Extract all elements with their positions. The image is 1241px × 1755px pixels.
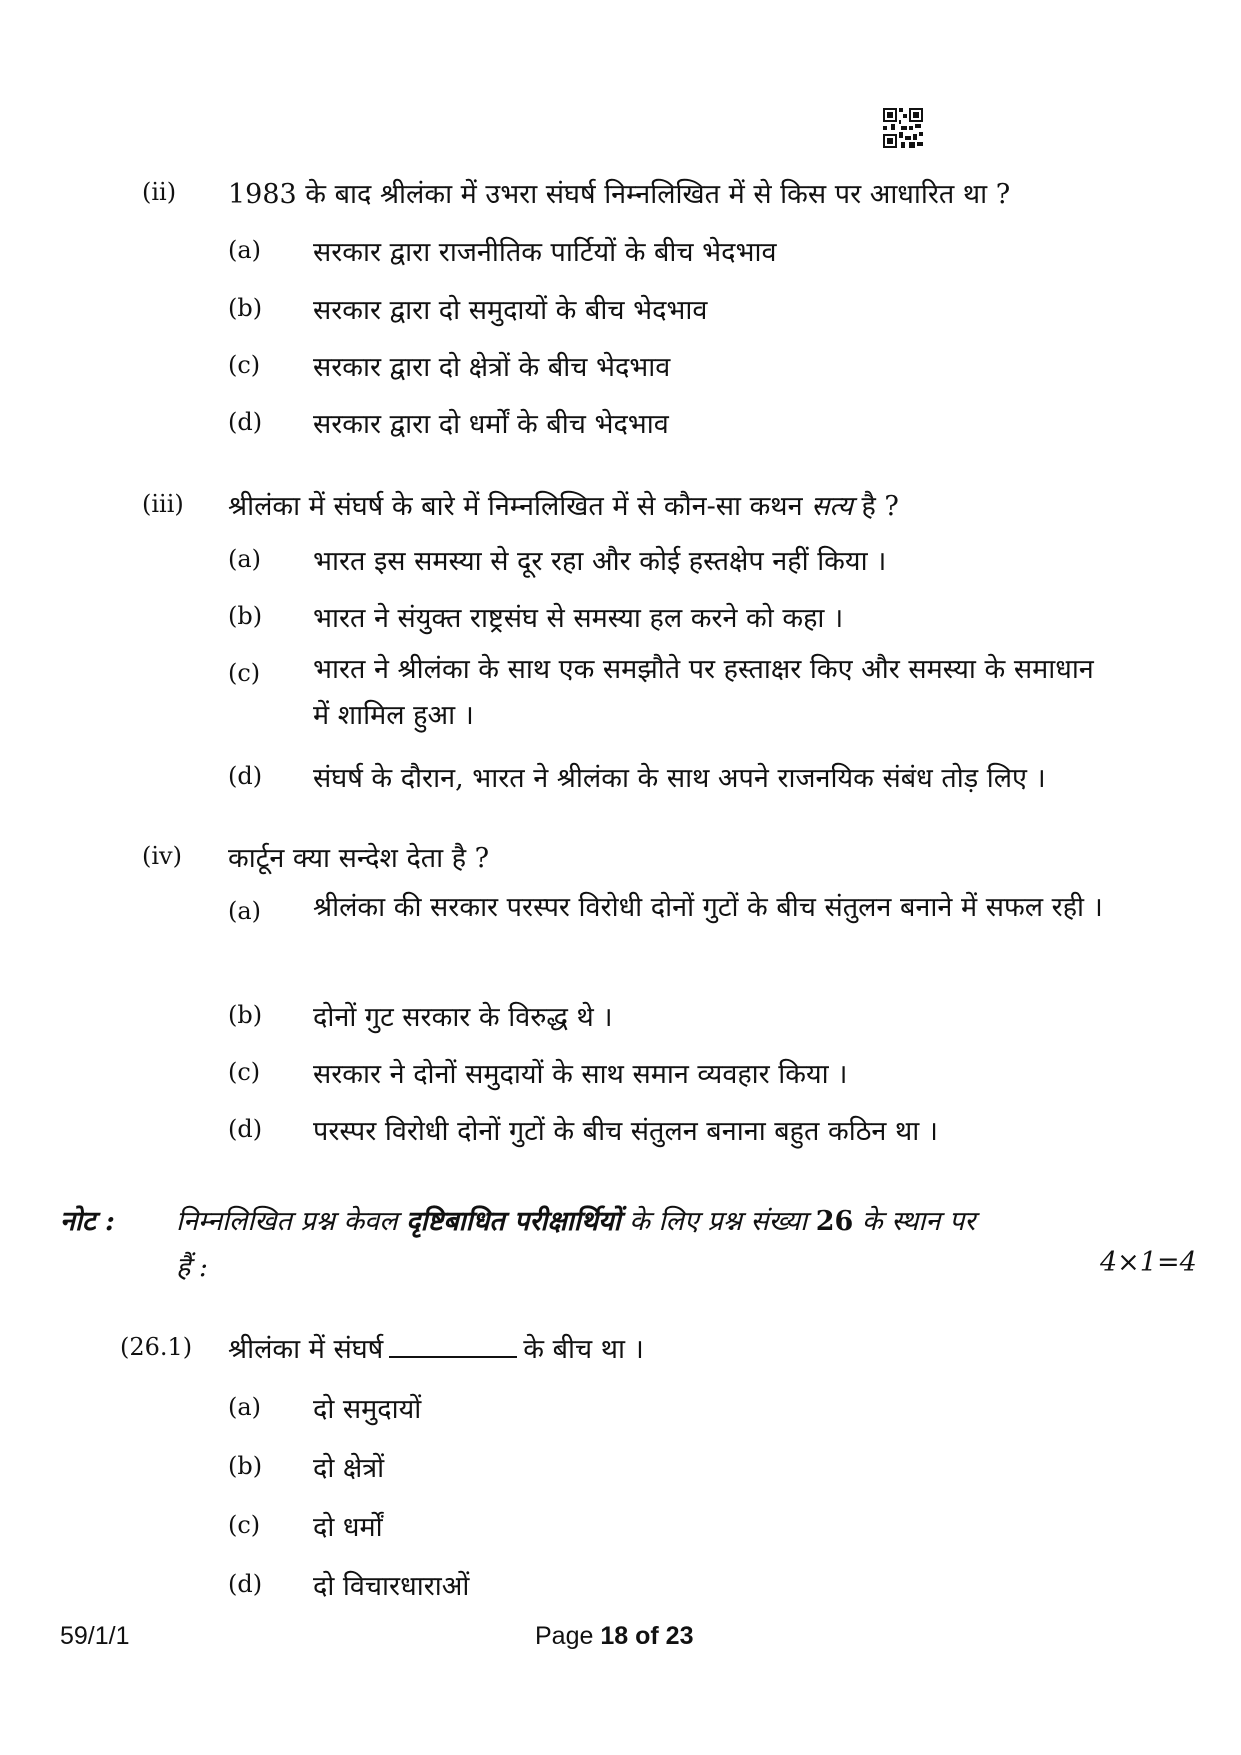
page-number: Page 18 of 23 — [535, 1622, 694, 1650]
note-question-number: 26 — [815, 1206, 854, 1237]
option-label: (a) — [228, 1393, 262, 1421]
option-label: (c) — [228, 1058, 261, 1086]
option-text: सरकार द्वारा दो क्षेत्रों के बीच भेदभाव — [313, 352, 671, 383]
question-text: 1983 के बाद श्रीलंका में उभरा संघर्ष निम्नलिखित में से किस पर आधारित था ? — [228, 179, 1011, 210]
option-label: (d) — [228, 408, 263, 436]
option-text: दो क्षेत्रों — [313, 1453, 385, 1484]
option-label: (d) — [228, 1570, 263, 1598]
question-number: (26.1) — [120, 1333, 193, 1361]
option-label: (d) — [228, 762, 263, 790]
note-label: नोट : — [60, 1206, 115, 1237]
option-label: (b) — [228, 1452, 263, 1480]
option-text: परस्पर विरोधी दोनों गुटों के बीच संतुलन बनाना बहुत कठिन था । — [313, 1116, 939, 1147]
question-number: (iv) — [142, 842, 182, 870]
option-text: भारत ने संयुक्त राष्ट्रसंघ से समस्या हल करने को कहा । — [313, 603, 844, 634]
option-text: संघर्ष के दौरान, भारत ने श्रीलंका के साथ अपने राजनयिक संबंध तोड़ लिए । — [313, 763, 1046, 794]
option-text: श्रीलंका की सरकार परस्पर विरोधी दोनों गुटों के बीच संतुलन बनाने में सफल रही । — [313, 892, 1103, 923]
option-text: दोनों गुट सरकार के विरुद्ध थे । — [313, 1002, 613, 1033]
option-label: (a) — [228, 545, 262, 573]
option-label: (a) — [228, 236, 262, 264]
marks: 4×1=4 — [1100, 1247, 1197, 1278]
option-text: दो धर्मों — [313, 1512, 383, 1543]
option-text: दो समुदायों — [313, 1394, 422, 1425]
option-label: (a) — [228, 897, 262, 925]
option-text: दो विचारधाराओं — [313, 1571, 470, 1602]
option-text: सरकार द्वारा दो धर्मों के बीच भेदभाव — [313, 409, 669, 440]
option-text: सरकार द्वारा राजनीतिक पार्टियों के बीच भेदभाव — [313, 237, 777, 268]
note-text: निम्नलिखित प्रश्न केवल दृष्टिबाधित परीक्षार्थियों के लिए प्रश्न संख्या 26 के स्थान पर — [176, 1206, 976, 1237]
option-label: (c) — [228, 351, 261, 379]
option-label: (c) — [228, 1511, 261, 1539]
question-text: श्रीलंका में संघर्ष के बीच था । — [228, 1334, 644, 1365]
option-label: (c) — [228, 659, 261, 687]
question-text: श्रीलंका में संघर्ष के बारे में निम्नलिखित में से कौन-सा कथन सत्य है ? — [228, 491, 899, 522]
note-text-line2: हैं : — [176, 1252, 209, 1283]
option-text: सरकार ने दोनों समुदायों के साथ समान व्यवहार किया । — [313, 1059, 848, 1090]
question-number: (ii) — [142, 178, 177, 206]
option-text: भारत इस समस्या से दूर रहा और कोई हस्तक्षेप नहीं किया । — [313, 546, 887, 577]
qr-code — [883, 108, 923, 148]
option-text: भारत ने श्रीलंका के साथ एक समझौते पर हस्ताक्षर किए और समस्या के समाधान में शामिल हुआ । — [313, 654, 1094, 731]
option-label: (b) — [228, 602, 263, 630]
question-text: कार्टून क्या सन्देश देता है ? — [228, 843, 490, 874]
option-label: (b) — [228, 1001, 263, 1029]
answer-blank — [389, 1336, 517, 1358]
option-label: (b) — [228, 294, 263, 322]
emphasis-text: सत्य — [811, 491, 853, 522]
option-label: (d) — [228, 1115, 263, 1143]
question-number: (iii) — [142, 490, 184, 518]
option-text: सरकार द्वारा दो समुदायों के बीच भेदभाव — [313, 295, 708, 326]
note-bold-text: दृष्टिबाधित परीक्षार्थियों — [406, 1206, 621, 1237]
paper-code: 59/1/1 — [60, 1622, 130, 1650]
